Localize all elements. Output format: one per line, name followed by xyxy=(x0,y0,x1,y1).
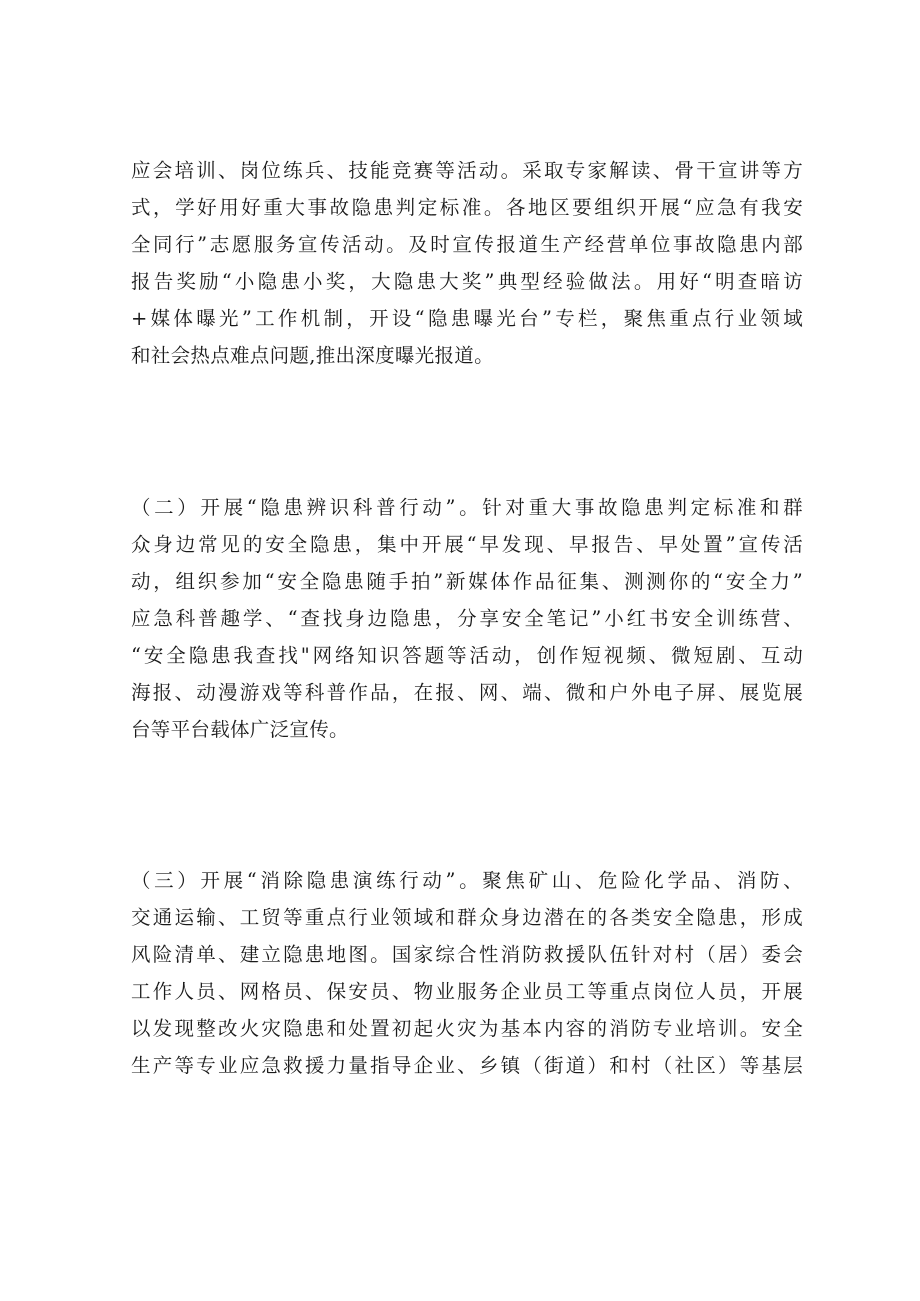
text-line: 台等平台载体广泛宣传。 xyxy=(131,718,349,741)
paragraph-promotion-activities xyxy=(131,152,803,374)
text-line: 和社会热点难点问题,推出深度曝光报道。 xyxy=(131,344,494,367)
text-line: （二）开展“隐患辨识科普行动”。针对重大事故隐患判定标准和群 xyxy=(131,496,803,519)
text-line: 式，学好用好重大事故隐患判定标准。各地区要组织开展“应急有我安 xyxy=(131,196,803,219)
text-line: 应急科普趣学、“查找身边隐患，分享安全笔记”小红书安全训练营、 xyxy=(131,607,803,630)
text-line: 交通运输、工贸等重点行业领域和群众身边潜在的各类安全隐患，形成 xyxy=(131,906,803,929)
text-line: 动，组织参加“安全隐患随手拍”新媒体作品征集、测测你的“安全力” xyxy=(131,570,803,593)
text-line: 以发现整改火灾隐患和处置初起火灾为基本内容的消防专业培训。安全 xyxy=(131,1017,803,1040)
paragraph-hazard-elimination-drill xyxy=(131,862,803,1084)
paragraph-hazard-identification-campaign xyxy=(131,489,803,748)
text-line: “安全隐患我查找"网络知识答题等活动，创作短视频、微短剧、互动 xyxy=(131,644,803,667)
text-line: 众身边常见的安全隐患，集中开展“早发现、早报告、早处置”宣传活 xyxy=(131,533,803,556)
text-line: （三）开展“消除隐患演练行动”。聚焦矿山、危险化学品、消防、 xyxy=(131,869,803,892)
text-line: 应会培训、岗位练兵、技能竞赛等活动。采取专家解读、骨干宣讲等方 xyxy=(131,159,803,182)
text-line: 报告奖励“小隐患小奖，大隐患大奖”典型经验做法。用好“明查暗访 xyxy=(131,270,803,293)
text-line: 全同行”志愿服务宣传活动。及时宣传报道生产经营单位事故隐患内部 xyxy=(131,233,803,256)
text-line: 工作人员、网格员、保安员、物业服务企业员工等重点岗位人员，开展 xyxy=(131,980,803,1003)
text-line: 海报、动漫游戏等科普作品，在报、网、端、微和户外电子屏、展览展 xyxy=(131,681,803,704)
text-line: 生产等专业应急救援力量指导企业、乡镇（街道）和村（社区）等基层 xyxy=(131,1054,803,1077)
text-line: 风险清单、建立隐患地图。国家综合性消防救援队伍针对村（居）委会 xyxy=(131,943,803,966)
text-line: +媒体曝光”工作机制，开设“隐患曝光台”专栏，聚焦重点行业领域 xyxy=(131,307,803,330)
